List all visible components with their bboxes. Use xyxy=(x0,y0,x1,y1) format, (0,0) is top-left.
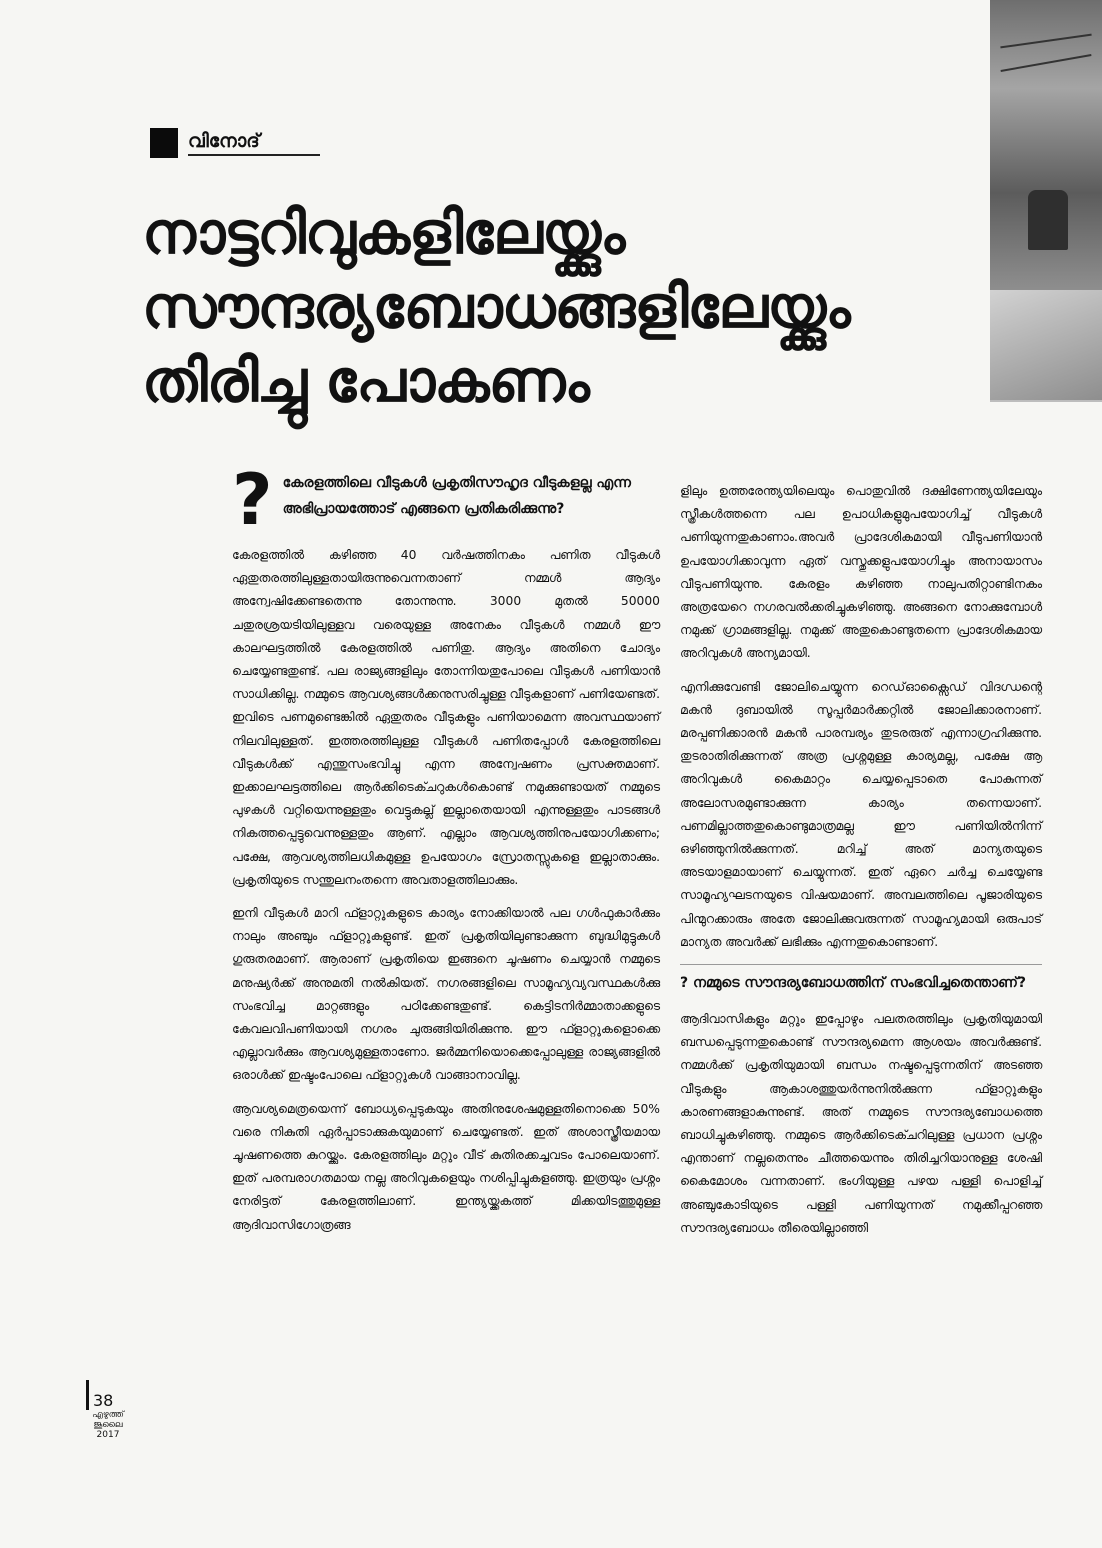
page-number-text: 38 xyxy=(93,1391,114,1410)
issue-month: ജൂലൈ xyxy=(93,1420,123,1430)
body-paragraph: ആവശ്യമെത്രയെന്ന് ബോധ്യപ്പെടുകയും അതിനുശേഷമുള്ളതിനൊക്കെ 50% വരെ നികുതി ഏർപ്പാടാക്കുകയുമാണ് ചെയ്യേണ്ടത്. ഇത് അശാസ്ത്രീയമായ ചൂഷണത്തെ കുറയ്ക്കും. കേരളത്തിലും മറ്റും വീട് കുതിരക്കച്ചവടം പോലെയാണ്. ഇത് പരമ്പരാഗതമായ നല്ല അറിവുകളെയും നശിപ്പിച്ചുകളഞ്ഞു. ഇത്രയും പ്രശ്നം നേരിട്ടത് കേരളത്തിലാണ്. ഇന്ത്യയ്ക്കകത്ത് മിക്കയിടത്തുമുള്ള ആദിവാസിഗോത്രങ്ങ xyxy=(232,1101,660,1232)
photo-wire xyxy=(1000,34,1091,49)
magazine-name: എഴുത്ത് xyxy=(92,1410,124,1420)
page-number xyxy=(86,1380,113,1410)
body-paragraph: കേരളത്തിൽ കഴിഞ്ഞ 40 വർഷത്തിനകം പണിത വീടുകൾ ഏതുതരത്തിലുള്ളതായിരുന്നുവെന്നതാണ് നമ്മൾ ആദ്യം അന്വേഷിക്കേണ്ടതെന്നു തോന്നുന്നു. 3000 മുതൽ 50000 ചതുരശ്രയടിയിലുള്ളവ വരെയുള്ള അനേകം വീടുകൾ നമ്മൾ ഈ കാലഘട്ടത്തിൽ കേരളത്തിൽ പണിതു. ആദ്യം അതിനെ ചോദ്യം ചെയ്യേണ്ടതുണ്ട്. പല രാജ്യങ്ങളിലും തോന്നിയതുപോലെ വീടുകൾ പണിയാൻ സാധിക്കില്ല. നമ്മുടെ ആവശ്യങ്ങൾക്കനുസരിച്ചുള്ള വീടുകളാണ് പണിയേണ്ടത്. ഇവിടെ പണമുണ്ടെങ്കിൽ ഏതുതരം വീടുകളും പണിയാമെന്ന അവസ്ഥയാണ് നിലവിലുള്ളത്. ഇത്തരത്തിലുള്ള വീടുകൾ പണിതപ്പോൾ കേരളത്തിലെ വീടുകൾക്ക് എന്തുസംഭവിച്ചു എന്ന അന്വേഷണം പ്രസക്തമാണ്. ഇക്കാലഘട്ടത്തിലെ ആർക്കിടെക്ചറുകൾകൊണ്ട് നമുക്കുണ്ടായത് നമ്മുടെ പുഴകൾ വറ്റിയെന്നുള്ളതും വെട്ടുകല്ല് ഇല്ലാതെയായി എന്നുള്ളതും പാടങ്ങൾ നികത്തപ്പെട്ടുവെന്നുള്ളതും ആണ്. എല്ലാം ആവശ്യത്തിനുപയോഗിക്കണം; പക്ഷേ, ആവശ്യത്തിലധികമുള്ള ഉപയോഗം സ്രോതസ്സുകളെ ഇല്ലാതാക്കും. പ്രകൃതിയുടെ സന്തുലനംതന്നെ അവതാളത്തിലാക്കും. xyxy=(232,548,660,887)
photo-object xyxy=(1028,190,1068,250)
question-text: കേരളത്തിലെ വീടുകൾ പ്രകൃതിസൗഹൃദ വീടുകളല്ല എന്ന അഭിപ്രായത്തോട് എങ്ങനെ പ്രതികരിക്കുന്നു? xyxy=(282,475,631,517)
column-1 xyxy=(232,459,660,1247)
headline xyxy=(142,196,972,418)
photo-wire xyxy=(1001,54,1092,72)
magazine-logo xyxy=(88,1410,128,1440)
author-name: വിനോദ് xyxy=(188,130,320,156)
headline-line: നാട്ടറിവുകളിലേയ്ക്കും xyxy=(142,199,625,267)
issue-year: 2017 xyxy=(96,1430,120,1440)
photo-ground xyxy=(990,290,1102,400)
question-block xyxy=(232,459,660,541)
body-paragraph: എനിക്കുവേണ്ടി ജോലിചെയ്യുന്ന റെഡ്ഓക്സൈഡ് വിദഗ്ധന്റെ മകൻ ദുബായിൽ സൂപ്പർമാർക്കറ്റിൽ ജോലിക്കാരനാണ്. മരപ്പണിക്കാരൻ മകൻ പാരമ്പര്യം തുടരരുത് എന്നാഗ്രഹിക്കുന്നു. തുടരാതിരിക്കുന്നത് അത്ര പ്രശ്നമുള്ള കാര്യമല്ല, പക്ഷേ ആ അറിവുകൾ കൈമാറ്റം ചെയ്യപ്പെടാതെ പോകുന്നത് അലോസരമുണ്ടാക്കുന്ന കാര്യം തന്നെയാണ്. പണമില്ലാത്തതുകൊണ്ടുമാത്രമല്ല ഈ പണിയിൽനിന്ന് ഒഴിഞ്ഞുനിൽക്കുന്നത്. മറിച്ച് അത് മാന്യതയുടെ അടയാളമായാണ് ചെയ്യുന്നത്. ഇത് ഏറെ ചർച്ച ചെയ്യേണ്ട സാമൂഹ്യഘടനയുടെ വിഷയമാണ്. അമ്പലത്തിലെ പൂജാരിയുടെ പിന്മുറക്കാരും അതേ ജോലിക്കുവരുന്നത് സാമൂഹ്യമായി ഒരുപാട് മാന്യത അവർക്ക് ലഭിക്കും എന്നതുകൊണ്ടാണ്. xyxy=(680,679,1042,949)
question-mark: ? xyxy=(232,459,273,541)
column-2 xyxy=(680,480,1042,1250)
byline xyxy=(150,128,320,158)
byline-block xyxy=(150,128,178,158)
headline-line: തിരിച്ചു പോകണം xyxy=(142,347,589,415)
photo-strip xyxy=(990,0,1102,402)
body-paragraph: ആദിവാസികളും മറ്റും ഇപ്പോഴും പലതരത്തിലും പ്രകൃതിയുമായി ബന്ധപ്പെടുന്നതുകൊണ്ട് സൗന്ദര്യമെന്ന ആശയം അവർക്കുണ്ട്. നമ്മൾക്ക് പ്രകൃതിയുമായി ബന്ധം നഷ്ടപ്പെടുന്നതിന് അടഞ്ഞ വീടുകളും ആകാശത്തുയർന്നുനിൽക്കുന്ന ഫ്ളാറ്റുകളും കാരണങ്ങളാകുന്നുണ്ട്. അത് നമ്മുടെ സൗന്ദര്യബോധത്തെ ബാധിച്ചുകഴിഞ്ഞു. നമ്മുടെ ആർക്കിടെക്ചറിലുള്ള പ്രധാന പ്രശ്നം എന്താണ് നല്ലതെന്നും ചീത്തയെന്നും തിരിച്ചറിയാനുള്ള ശേഷി കൈമോശം വന്നതാണ്. ഭംഗിയുള്ള പഴയ പള്ളി പൊളിച്ച് അഞ്ചുകോടിയുടെ പള്ളി പണിയുന്നത് നമുക്കീപ്പറഞ്ഞ സൗന്ദര്യബോധം തീരെയില്ലാഞ്ഞി xyxy=(680,1012,1042,1235)
body-paragraph: ളിലും ഉത്തരേന്ത്യയിലെയും പൊതുവിൽ ദക്ഷിണേന്ത്യയിലേയും സ്ത്രീകൾത്തന്നെ പല ഉപാധികളുമുപയോഗിച്ച് വീടുകൾ പണിയുന്നതുകാണാം.അവർ പ്രാദേശികമായി വീടുപണിയാൻ ഉപയോഗിക്കാവുന്ന ഏത് വസ്തുക്കളുപയോഗിച്ചും അനായാസം വീടുപണിയുന്നു. കേരളം കഴിഞ്ഞ നാലുപതിറ്റാണ്ടിനകം അത്രയേറെ നഗരവൽക്കരിച്ചുകഴിഞ്ഞു. അങ്ങനെ നോക്കുമ്പോൾ നമുക്ക് ഗ്രാമങ്ങളില്ല. നമുക്ക് അതുകൊണ്ടുതന്നെ പ്രാദേശികമായ അറിവുകൾ അന്യമായി. xyxy=(680,484,1042,661)
page-number-bar xyxy=(86,1380,89,1410)
headline-line: സൗന്ദര്യബോധങ്ങളിലേയ്ക്കും xyxy=(142,273,850,341)
body-paragraph: ഇനി വീടുകൾ മാറി ഫ്ളാറ്റുകളുടെ കാര്യം നോക്കിയാൽ പല ഗൾഫുകാർക്കും നാലും അഞ്ചും ഫ്ളാറ്റുകളുണ്ട്. ഇത് പ്രകൃതിയിലുണ്ടാക്കുന്ന ബുദ്ധിമുട്ടുകൾ ഗുരുതരമാണ്. ആരാണ് പ്രകൃതിയെ ഇങ്ങനെ ചൂഷണം ചെയ്യാൻ നമ്മുടെ മനുഷ്യർക്ക് അനുമതി നൽകിയത്. നഗരങ്ങളിലെ സാമൂഹ്യവ്യവസ്ഥകൾക്കു സംഭവിച്ച മാറ്റങ്ങളും പഠിക്കേണ്ടതുണ്ട്. കെട്ടിടനിർമ്മാതാക്കളുടെ കേവലവിപണിയായി നഗരം ചുരുങ്ങിയിരിക്കുന്നു. ഈ ഫ്ളാറ്റുകളൊക്കെ എല്ലാവർക്കും ആവശ്യമുള്ളതാണോ. ജർമ്മനിയൊക്കെപ്പോലുള്ള രാജ്യങ്ങളിൽ ഒരാൾക്ക് ഇഷ്ടംപോലെ ഫ്ളാറ്റുകൾ വാങ്ങാനാവില്ല. xyxy=(232,906,660,1083)
question-text: ? നമ്മുടെ സൗന്ദര്യബോധത്തിന് സംഭവിച്ചതെന്താണ്? xyxy=(680,964,1042,996)
